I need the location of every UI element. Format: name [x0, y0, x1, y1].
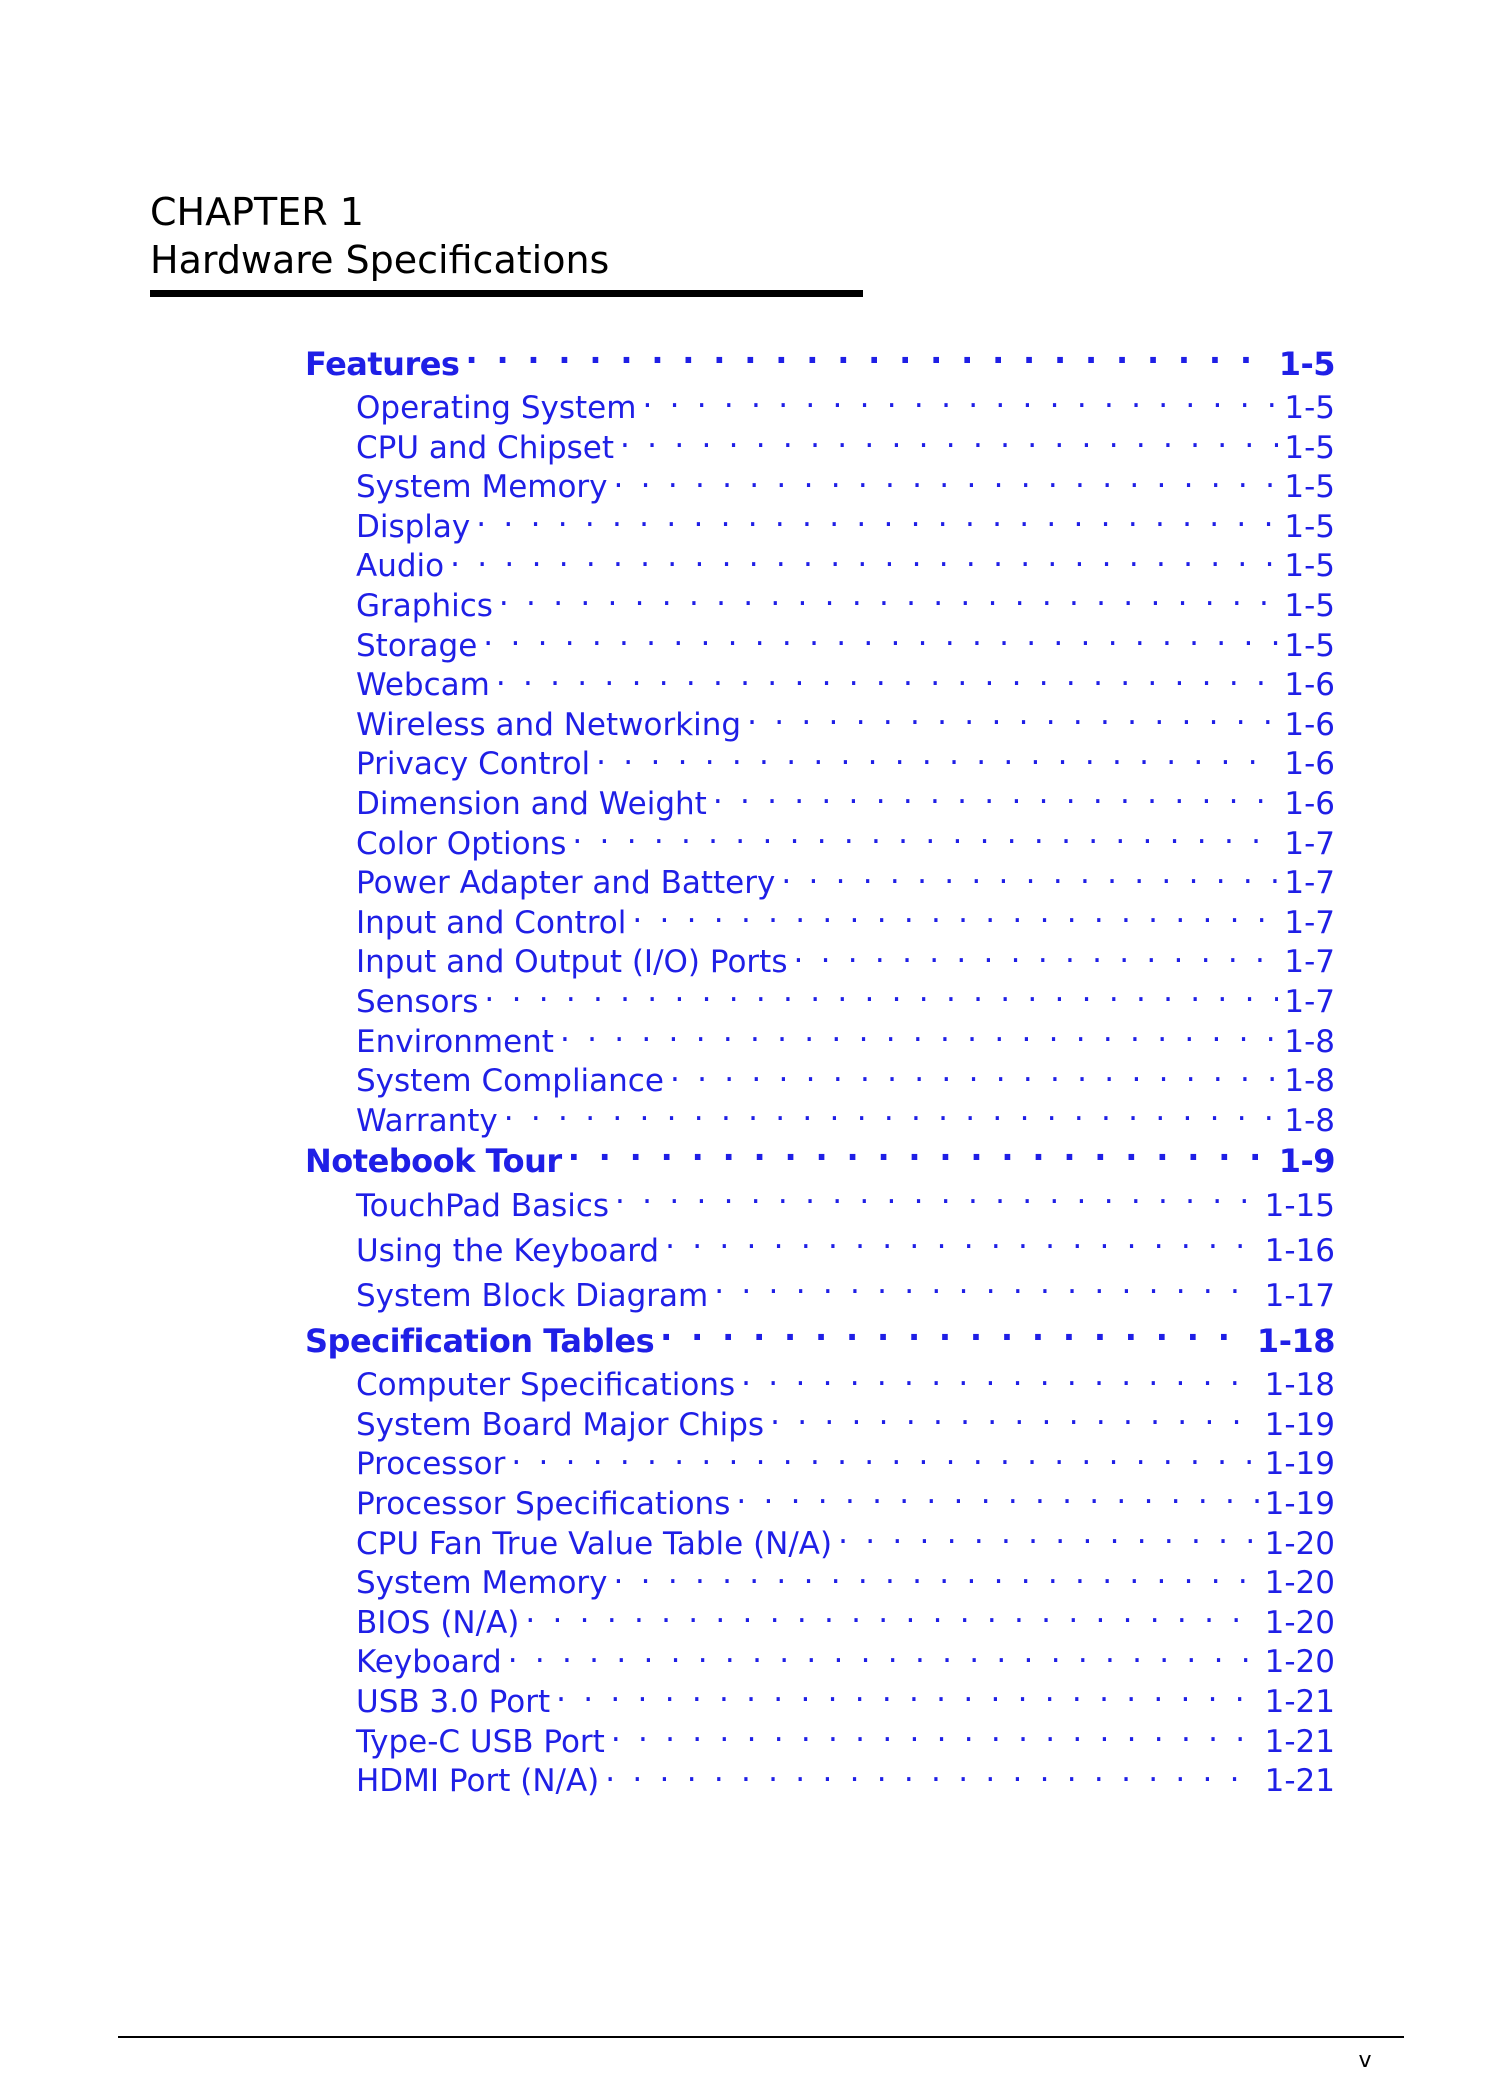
toc-entry-label: System Board Major Chips: [356, 1406, 765, 1443]
toc-entry-page: 1-7: [1284, 865, 1335, 902]
toc-section-link[interactable]: [305, 342, 1335, 387]
toc-entry-label: Input and Output (I/O) Ports: [356, 944, 788, 981]
toc-entry-link[interactable]: [305, 941, 1335, 981]
toc-entry-link[interactable]: [305, 1364, 1335, 1404]
toc-entry-label: HDMI Port (N/A): [356, 1763, 600, 1800]
toc-entry-label: System Memory: [356, 469, 608, 506]
toc-dot-leader: [713, 783, 1279, 814]
toc-dot-leader: [632, 902, 1278, 933]
toc-entry-label: Type-C USB Port: [356, 1723, 605, 1760]
toc-entry-page: 1-8: [1284, 1102, 1335, 1139]
toc-entry-link[interactable]: [305, 902, 1335, 942]
toc-dot-leader: [611, 1721, 1259, 1752]
toc-section-link[interactable]: [305, 1139, 1335, 1184]
toc-entry-page: 1-6: [1284, 667, 1335, 704]
toc-dot-leader: [484, 981, 1278, 1012]
toc-entry-link[interactable]: [305, 1523, 1335, 1563]
toc-entry-page: 1-7: [1284, 944, 1335, 981]
toc-entry-page: 1-20: [1264, 1565, 1335, 1602]
toc-entry-page: 1-21: [1264, 1684, 1335, 1721]
toc-dot-leader: [568, 1140, 1273, 1172]
toc-dot-leader: [770, 1404, 1259, 1435]
toc-entry-page: 1-18: [1256, 1322, 1335, 1361]
toc-dot-leader: [556, 1681, 1259, 1712]
toc-entry-label: System Memory: [356, 1565, 608, 1602]
toc-dot-leader: [793, 941, 1278, 972]
toc-entry-page: 1-7: [1284, 983, 1335, 1020]
toc-entry-page: 1-7: [1284, 825, 1335, 862]
toc-entry-label: CPU and Chipset: [356, 429, 615, 466]
toc-entry-label: Webcam: [356, 667, 490, 704]
toc-entry-page: 1-8: [1284, 1023, 1335, 1060]
toc-entry-label: Display: [356, 508, 471, 545]
toc-dot-leader: [465, 343, 1272, 375]
toc-entry-page: 1-21: [1264, 1723, 1335, 1760]
toc-entry-label: Specification Tables: [305, 1322, 655, 1361]
toc-entry-label: Processor: [356, 1446, 506, 1483]
toc-dot-leader: [736, 1483, 1258, 1514]
toc-dot-leader: [572, 823, 1278, 854]
toc-entry-link[interactable]: [305, 743, 1335, 783]
toc-entry-link[interactable]: [305, 1100, 1335, 1140]
toc-entry-link[interactable]: [305, 466, 1335, 506]
toc-entry-link[interactable]: [305, 1443, 1335, 1483]
toc-entry-label: Warranty: [356, 1102, 498, 1139]
chapter-header: [150, 188, 863, 297]
toc-dot-leader: [476, 506, 1278, 537]
toc-entry-link[interactable]: [305, 387, 1335, 427]
toc-entry-label: Environment: [356, 1023, 554, 1060]
toc-entry-link[interactable]: [305, 1641, 1335, 1681]
toc-dot-leader: [605, 1760, 1258, 1791]
toc-entry-label: Computer Specifications: [356, 1367, 736, 1404]
toc-entry-page: 1-5: [1284, 469, 1335, 506]
toc-entry-label: TouchPad Basics: [356, 1188, 610, 1225]
toc-entry-page: 1-19: [1264, 1446, 1335, 1483]
toc-entry-label: Power Adapter and Battery: [356, 865, 776, 902]
toc-dot-leader: [741, 1364, 1258, 1395]
footer-divider: [118, 2036, 1404, 2038]
toc-dot-leader: [714, 1275, 1258, 1306]
toc-dot-leader: [642, 387, 1278, 418]
toc-entry-page: 1-20: [1264, 1644, 1335, 1681]
toc-entry-label: Processor Specifications: [356, 1486, 731, 1523]
toc-dot-leader: [560, 1021, 1278, 1052]
toc-entry-page: 1-5: [1284, 429, 1335, 466]
toc-entry-label: Graphics: [356, 587, 493, 624]
toc-dot-leader: [670, 1060, 1278, 1091]
toc-entry-link[interactable]: [305, 1721, 1335, 1761]
toc-entry-page: 1-5: [1284, 587, 1335, 624]
toc-dot-leader: [511, 1443, 1258, 1474]
table-of-contents: [305, 342, 1335, 1800]
toc-entry-label: BIOS (N/A): [356, 1604, 520, 1641]
toc-entry-link[interactable]: [305, 1184, 1335, 1229]
toc-entry-label: CPU Fan True Value Table (N/A): [356, 1525, 833, 1562]
toc-entry-page: 1-18: [1264, 1367, 1335, 1404]
toc-entry-link[interactable]: [305, 1060, 1335, 1100]
toc-entry-link[interactable]: [305, 1562, 1335, 1602]
toc-entry-label: Color Options: [356, 825, 567, 862]
chapter-title: Hardware Specifications: [150, 238, 610, 282]
chapter-label: CHAPTER 1: [150, 190, 364, 234]
toc-entry-label: Operating System: [356, 390, 637, 426]
toc-entry-page: 1-6: [1284, 706, 1335, 743]
toc-entry-label: Input and Control: [356, 904, 627, 941]
toc-entry-label: Storage: [356, 627, 478, 664]
toc-dot-leader: [615, 1185, 1259, 1216]
toc-dot-leader: [781, 862, 1278, 893]
toc-entry-page: 1-5: [1284, 390, 1335, 426]
toc-entry-link[interactable]: [305, 981, 1335, 1021]
toc-entry-label: Keyboard: [356, 1644, 502, 1681]
toc-entry-link[interactable]: [305, 1483, 1335, 1523]
toc-dot-leader: [596, 743, 1278, 774]
toc-entry-link[interactable]: [305, 823, 1335, 863]
toc-entry-page: 1-17: [1264, 1278, 1335, 1315]
toc-entry-label: Sensors: [356, 983, 479, 1020]
toc-dot-leader: [525, 1602, 1258, 1633]
toc-dot-leader: [508, 1641, 1259, 1672]
toc-entry-page: 1-16: [1264, 1233, 1335, 1270]
toc-entry-page: 1-5: [1284, 627, 1335, 664]
toc-entry-label: USB 3.0 Port: [356, 1684, 551, 1721]
toc-entry-page: 1-6: [1284, 746, 1335, 783]
toc-dot-leader: [620, 427, 1278, 458]
toc-entry-page: 1-9: [1278, 1142, 1335, 1181]
page-number: v: [1358, 2048, 1372, 2073]
toc-entry-page: 1-5: [1284, 548, 1335, 585]
toc-dot-leader: [660, 1320, 1251, 1352]
toc-entry-link[interactable]: [305, 1404, 1335, 1444]
toc-entry-link[interactable]: [305, 585, 1335, 625]
chapter-title-underline: [150, 290, 863, 297]
toc-entry-page: 1-5: [1278, 345, 1335, 383]
toc-entry-page: 1-20: [1264, 1525, 1335, 1562]
toc-entry-link[interactable]: [305, 1274, 1335, 1319]
toc-entry-link[interactable]: [305, 1681, 1335, 1721]
toc-entry-page: 1-8: [1284, 1063, 1335, 1100]
toc-entry-link[interactable]: [305, 506, 1335, 546]
toc-dot-leader: [496, 664, 1279, 695]
toc-entry-page: 1-21: [1264, 1763, 1335, 1800]
toc-entry-page: 1-15: [1264, 1188, 1335, 1225]
toc-entry-link[interactable]: [305, 783, 1335, 823]
toc-entry-label: Notebook Tour: [305, 1142, 562, 1181]
toc-entry-page: 1-5: [1284, 508, 1335, 545]
toc-entry-link[interactable]: [305, 1021, 1335, 1061]
toc-dot-leader: [499, 585, 1278, 616]
toc-entry-label: Privacy Control: [356, 746, 591, 783]
toc-dot-leader: [747, 704, 1278, 735]
toc-dot-leader: [665, 1230, 1259, 1261]
toc-dot-leader: [450, 545, 1278, 576]
toc-entry-link[interactable]: [305, 704, 1335, 744]
toc-entry-link[interactable]: [305, 1602, 1335, 1642]
toc-entry-label: Features: [305, 345, 460, 383]
toc-entry-page: 1-20: [1264, 1604, 1335, 1641]
toc-entry-label: Using the Keyboard: [356, 1233, 660, 1270]
toc-entry-page: 1-19: [1264, 1406, 1335, 1443]
toc-dot-leader: [838, 1523, 1259, 1554]
toc-entry-link[interactable]: [305, 545, 1335, 585]
toc-entry-link[interactable]: [305, 664, 1335, 704]
toc-entry-page: 1-19: [1264, 1486, 1335, 1523]
toc-dot-leader: [504, 1100, 1279, 1131]
toc-entry-label: Dimension and Weight: [356, 785, 707, 822]
toc-entry-link[interactable]: [305, 862, 1335, 902]
toc-entry-label: Wireless and Networking: [356, 706, 742, 743]
toc-entry-link[interactable]: [305, 427, 1335, 467]
toc-entry-label: System Compliance: [356, 1063, 664, 1100]
toc-dot-leader: [614, 466, 1279, 497]
toc-entry-link[interactable]: [305, 1760, 1335, 1800]
toc-entry-page: 1-6: [1284, 785, 1335, 822]
toc-entry-page: 1-7: [1284, 904, 1335, 941]
toc-section-link[interactable]: [305, 1319, 1335, 1364]
toc-entry-link[interactable]: [305, 1229, 1335, 1274]
toc-entry-label: Audio: [356, 548, 445, 585]
toc-dot-leader: [614, 1562, 1259, 1593]
toc-dot-leader: [483, 625, 1278, 656]
toc-entry-link[interactable]: [305, 625, 1335, 665]
toc-entry-label: System Block Diagram: [356, 1278, 709, 1315]
